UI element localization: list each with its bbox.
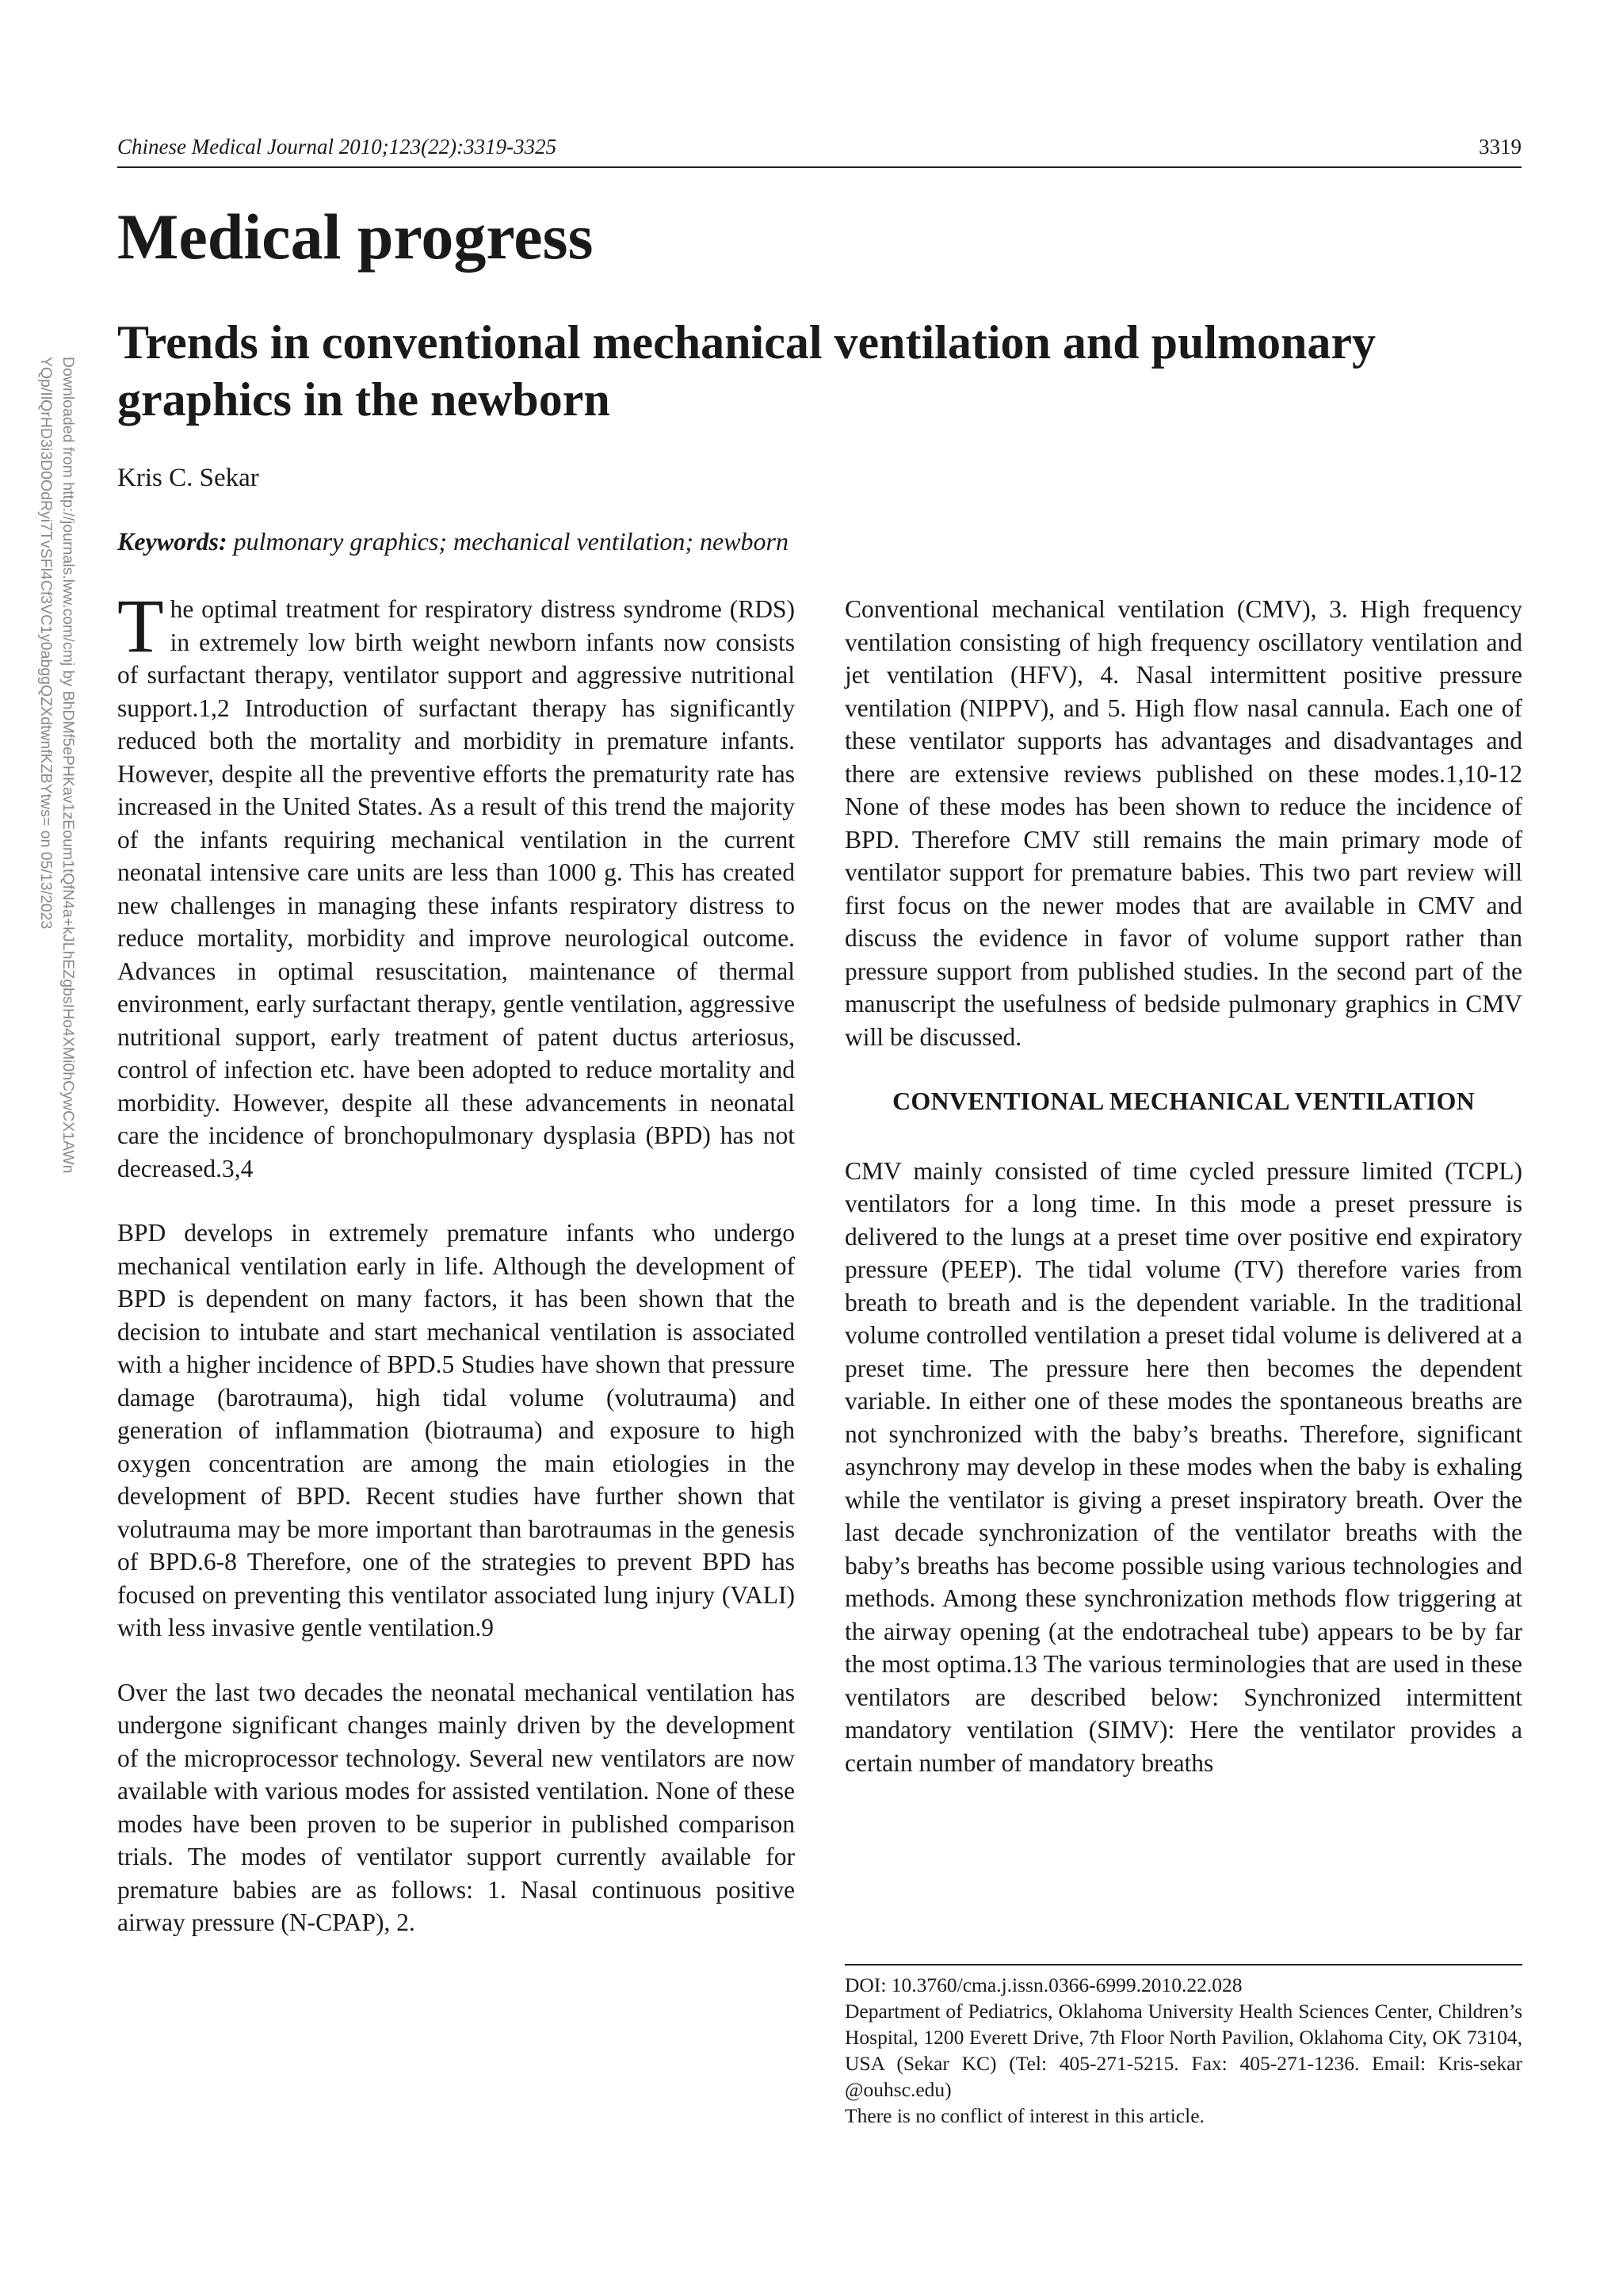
paragraph: Conventional mechanical ventilation (CMV), 3. High frequency ventilation consisting of high frequency oscillatory ventilation and jet ventilation (HFV), 4. Nasal intermittent positive pressure ventilation (NIPPV), and 5. High flow nasal cannula. Each one of these ventilator supports has advantages and disadvantages and there are extensive reviews published on these modes.1,10-12 None of these modes has been shown to reduce the incidence of BPD. Therefore CMV still remains the main primary mode of ventilator support for premature babies. This two part review will first focus on the newer modes that are available in CMV and discuss the evidence in favor of volume support rather than pressure support from published studies. In the second part of the manuscript the usefulness of bedside pulmonary graphics in CMV will be discussed. [845,595,1522,1051]
keywords [117,527,789,556]
drop-cap: T [117,583,164,668]
section-title: Medical progress [117,201,594,273]
journal-citation: Chinese Medical Journal 2010;123(22):3319-3325 [117,135,557,159]
paragraph [117,583,795,1185]
affiliation: Department of Pediatrics, Oklahoma University Health Sciences Center, Children’s Hospital, 1200 Everett Drive, 7th Floor North Pavilion, Oklahoma City, OK 73104, USA (Sekar KC) (Tel: 405-271-5215. Fax: 405-271-1236. Email: Kris-sekar @ouhsc.edu) [845,2000,1522,2101]
page-number: 3319 [1479,135,1522,159]
keywords-text: pulmonary graphics; mechanical ventilation; newborn [233,527,789,556]
paragraph: Over the last two decades the neonatal mechanical ventilation has undergone significant changes mainly driven by the development of the microprocessor technology. Several new ventilators are now available with various modes for assisted ventilation. None of these modes have been proven to be superior in published comparison trials. The modes of ventilator support currently available for premature babies are as follows: 1. Nasal continuous positive airway pressure (N-CPAP), 2. [117,1678,795,1936]
running-header [117,135,1522,159]
footnote-rule [845,1964,1522,1966]
paragraph: BPD develops in extremely premature infants who undergo mechanical ventilation early in life. Although the development of BPD is dependent on many factors, it has been shown that the decision to intubate and start mechanical ventilation is associated with a higher incidence of BPD.5 Studies have shown that pressure damage (barotrauma), high tidal volume (volutrauma) and generation of inflammation (biotrauma) and exposure to high oxygen concentration are among the main etiologies in the development of BPD. Recent studies have further shown that volutrauma may be more important than barotraumas in the genesis of BPD.6-8 Therefore, one of the strategies to prevent BPD has focused on preventing this ventilator associated lung injury (VALI) with less invasive gentle ventilation.9 [117,1219,795,1641]
paragraph-text: he optimal treatment for respiratory distress syndrome (RDS) in extremely low birth weight newborn infants now consists of surfactant therapy, ventilator support and aggressive nutritional support.1,2 Introduction of surfactant therapy has significantly reduced both the mortality and morbidity in premature infants. However, despite all the preventive efforts the prematurity rate has increased in the United States. As a result of this trend the majority of the infants requiring mechanical ventilation in the current neonatal intensive care units are less than 1000 g. This has created new challenges in managing these infants respiratory distress to reduce mortality, morbidity and improve neurological outcome. Advances in optimal resuscitation, maintenance of thermal environment, early surfactant therapy, gentle ventilation, aggressive nutritional support, early treatment of patent ductus arteriosus, control of infection etc. have been adopted to reduce mortality and morbidity. However, despite all these advancements in neonatal care the incidence of bronchopulmonary dysplasia (BPD) has not decreased.3,4 [117,595,795,1182]
author: Kris C. Sekar [117,464,259,492]
download-watermark [35,357,79,1308]
keywords-label: Keywords: [117,527,227,556]
watermark-line-1: Downloaded from http://journals.lww.com/cmj by BhDMf5ePHKav1zEoum1tQfN4a+kJLhEZgbsIHo4XMi0hCywCX1AWn [59,357,77,1174]
conflict-statement: There is no conflict of interest in this article. [845,2104,1205,2127]
left-column [117,583,795,1971]
section-heading: CONVENTIONAL MECHANICAL VENTILATION [892,1087,1475,1115]
header-rule [117,166,1522,168]
article-title: Trends in conventional mechanical ventilation and pulmonary graphics in the newborn [117,316,1376,426]
right-column [845,593,1522,1811]
footnote [845,1972,1522,2129]
doi: DOI: 10.3760/cma.j.issn.0366-6999.2010.22.028 [845,1973,1243,1996]
paragraph: CMV mainly consisted of time cycled pressure limited (TCPL) ventilators for a long time. In this mode a preset pressure is delivered to the lungs at a preset time over positive end expiratory pressure (PEEP). The tidal volume (TV) therefore varies from breath to breath and is the dependent variable. In the traditional volume controlled ventilation a preset tidal volume is delivered at a preset time. The pressure here then becomes the dependent variable. In either one of these modes the spontaneous breaths are not synchronized with the baby’s breaths. Therefore, significant asynchrony may develop in these modes when the baby is exhaling while the ventilator is giving a preset inspiratory breath. Over the last decade synchronization of the ventilator breaths with the baby’s breaths has become possible using various technologies and methods. Among these synchronization methods flow triggering at the airway opening (at the endotracheal tube) appears to be by far the most optima.13 The various terminologies that are used in these ventilators are described below: Synchronized intermittent mandatory ventilation (SIMV): Here the ventilator provides a certain number of mandatory breaths [845,1156,1522,1777]
watermark-line-2: YQp/IlQrHD3i3D0OdRyi7TvSFl4Cf3VC1y0abggQZXdtwnfKZBYtws= on 05/13/2023 [37,357,55,930]
